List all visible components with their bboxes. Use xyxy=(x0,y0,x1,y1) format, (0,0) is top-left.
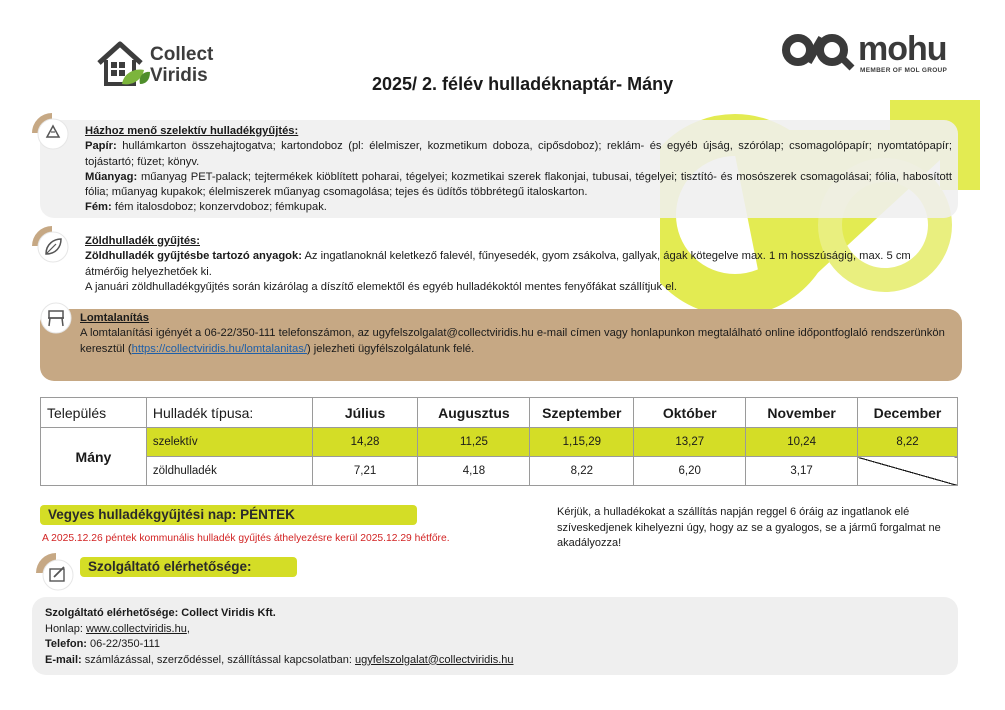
green-note-line: A januári zöldhulladékgyűjtés során kizárólag a díszítő elemektől és egyéb hulladékoktól mentes fenyőfákat szállítjuk el. xyxy=(85,280,678,293)
contact-heading-banner: Szolgáltató elérhetősége: xyxy=(80,557,297,577)
phone-line: Telefon: 06-22/350-111 xyxy=(45,638,160,650)
month-header: November xyxy=(746,398,858,428)
contact-info-text xyxy=(45,606,514,668)
date-cell: 7,21 xyxy=(312,457,418,486)
website-line: Honlap: www.collectviridis.hu, xyxy=(45,622,190,635)
month-header: Szeptember xyxy=(530,398,634,428)
table-row xyxy=(41,457,958,486)
date-cell: 1,15,29 xyxy=(530,428,634,457)
date-cell: 13,27 xyxy=(634,428,746,457)
holiday-notice: A 2025.12.26 péntek kommunális hulladék gyűjtés áthelyezésre kerül 2025.12.29 hétfőre. xyxy=(42,533,450,544)
placement-notice: Kérjük, a hulladékokat a szállítás napján reggel 6 óráig az ingatlanok elé szíveskedjenek kihelyezni úgy, hogy az se a gyalogos, se a jármű forgalmat ne akadályozza! xyxy=(557,506,941,549)
collection-calendar-table xyxy=(40,397,958,486)
month-header: Július xyxy=(312,398,418,428)
waste-type-cell: szelektív xyxy=(146,428,312,457)
metal-line: Fém: fém italosdoboz; konzervdoboz; fémkupak. xyxy=(85,201,327,214)
col-town-header: Település xyxy=(41,398,147,428)
contact-form-icon xyxy=(36,553,76,593)
leaf-icon xyxy=(32,226,72,266)
mohu-wordmark: mohu xyxy=(858,30,947,68)
selective-info-text xyxy=(85,124,952,216)
plastic-line: Műanyag: műanyag PET-palack; tejtermékek kiöblített poharai, tégelyei; kozmetikai szerek flakonjai, tubusai, tégelyei; tisztító- és mosószerek csomagolásai; fólia, habosított fólia; műanyag kupakok; élelmiszerek műanyag csomagolása; tejes és üdítős többrétegű italoskarton. xyxy=(85,170,952,199)
month-header: December xyxy=(858,398,958,428)
mohu-tagline: MEMBER OF MOL GROUP xyxy=(860,67,948,74)
website-link[interactable]: www.collectviridis.hu xyxy=(85,622,187,635)
town-cell: Mány xyxy=(41,428,147,486)
email-line: E-mail: számlázással, szerződéssel, szállítással kapcsolatban: ugyfelszolgalat@collectviridis.hu xyxy=(45,653,514,666)
date-cell: 11,25 xyxy=(418,428,530,457)
email-link[interactable]: ugyfelszolgalat@collectviridis.hu xyxy=(355,653,514,666)
date-cell: 3,17 xyxy=(746,457,858,486)
bulky-text: A lomtalanítási igényét a 06-22/350-111 telefonszámon, az ugyfelszolgalat@collectviridis.hu e-mail címen vagy honlapunkon megtalálható online időpontfoglaló rendszerünkön keresztül (https://collectviridis.hu/lomtalanitas/) jelezheti ügyfélszolgálatunk felé. xyxy=(80,327,945,355)
waste-type-cell: zöldhulladék xyxy=(146,457,312,486)
furniture-icon xyxy=(36,298,76,338)
bulky-info-text xyxy=(80,311,950,357)
collect-viridis-wordmark: Collect Viridis xyxy=(150,44,214,86)
bulky-heading: Lomtalanítás xyxy=(80,312,150,324)
date-cell: 10,24 xyxy=(746,428,858,457)
date-cell: 4,18 xyxy=(418,457,530,486)
empty-slash-cell xyxy=(858,457,958,486)
bulky-link[interactable]: https://collectviridis.hu/lomtalanitas/ xyxy=(131,342,307,355)
green-items-line: Zöldhulladék gyűjtésbe tartozó anyagok: Az ingatlanoknál keletkező falevél, fűnyesedék, gyom zsákolva, gallyak, ágak kötegelve max. 1 m hosszúságig, max. 5 cm átmérőig helyezhetőek ki. xyxy=(85,250,911,278)
date-cell: 6,20 xyxy=(634,457,746,486)
provider-line: Szolgáltató elérhetősége: Collect Viridis Kft. xyxy=(45,607,276,619)
mixed-day-banner: Vegyes hulladékgyűjtési nap: PÉNTEK xyxy=(40,505,417,525)
recycle-icon xyxy=(32,113,72,153)
month-header: Október xyxy=(634,398,746,428)
table-row xyxy=(41,428,958,457)
selective-heading: Házhoz menő szelektív hulladékgyűjtés: xyxy=(85,125,299,137)
page-title: 2025/ 2. félév hulladéknaptár- Mány xyxy=(372,74,674,94)
date-cell: 8,22 xyxy=(530,457,634,486)
date-cell: 14,28 xyxy=(312,428,418,457)
col-type-header: Hulladék típusa: xyxy=(146,398,312,428)
green-heading: Zöldhulladék gyűjtés: xyxy=(85,235,200,247)
date-cell: 8,22 xyxy=(858,428,958,457)
paper-line: Papír: hullámkarton összehajtogatva; kartondoboz (pl: élelmiszer, kozmetikum doboza, cipősdoboz); reklám- és egyéb újság, szórólap; csomagolópapír; nyomtatópapír; tojástartó; füzet; könyv. xyxy=(85,140,952,168)
month-header: Augusztus xyxy=(418,398,530,428)
green-info-text xyxy=(85,234,952,295)
table-header-row xyxy=(41,398,958,428)
